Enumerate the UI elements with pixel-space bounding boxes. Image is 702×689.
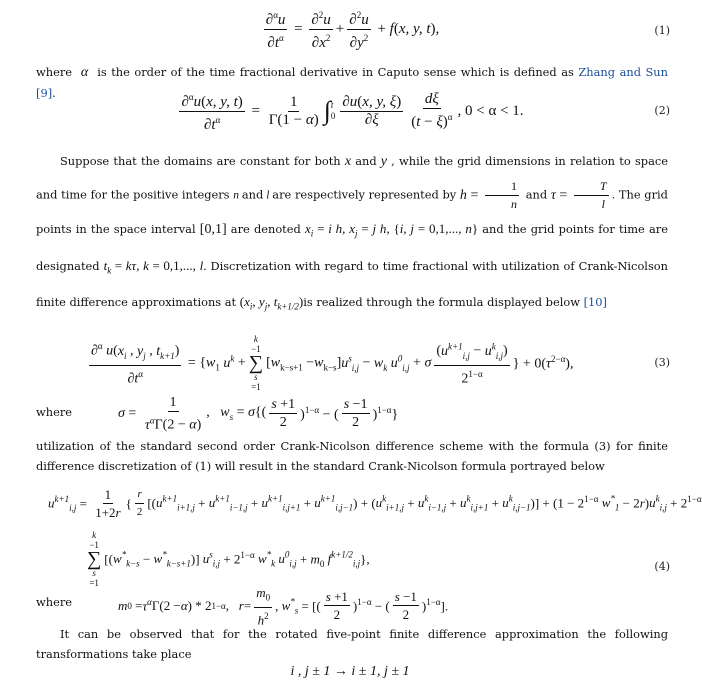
equation-4-line-2: k −1 ∑ s =1 $[(w^*_{k-s} - w^*_{k-s+1})] u^s_{i,j} + 2^{1-\alpha}$ $w^*_k$ $u^0_{i,j} + m_0$ $f^{k+1/2}_{i,j}$}, (87, 530, 370, 588)
equation-2-number: (2) (654, 104, 670, 117)
text-where-sigma-label: where (36, 405, 73, 419)
text-and-3: and (525, 187, 548, 202)
text-grid-dimensions: , while the grid dimensions in relation to space and time for the positive integers (36, 154, 668, 202)
text-domains: Suppose that the domains are constant for both (60, 154, 341, 168)
equation-1: $\frac{\partial^\alpha u}{\partial t^\alpha}$ = $\frac{\partial^2u}{\partial x^2}$ + $\frac{\partial^2u}{\partial y^2}$ + f(x, y, t), (0, 8, 700, 50)
equation-3-number: (3) (654, 356, 670, 369)
equation-transformation: i , j ± 1 → i ± 1, j ± 1 (290, 664, 410, 679)
equation-3: $\frac{\partial^\alpha u(x_i , y_j , t_{k+1})}{\partial t^\alpha}$ = {$w_1$ $u^k$ + k −1 ∑ s =1 $[w_{k-s+1} -w_{k-s}]u^s_{i,j} - w_k$ $u^0_{i,j} + \sigma$ $\frac{(u^{k+1}_{i,j} - u^k_{i,j})}{2^{1-\alpha}}$ } + $0(\tau^{2-\alpha})$, (91, 334, 574, 392)
paragraph-grid: Suppose that the domains are constant for both x and y , while the grid dimensions in relation to space and time for the positive integers n and l are respectively represented by h = $\frac{1}{n}$ and τ = $\frac{T}{l}$ . The grid points in the space interval [0,1] are denoted $x_i = i$ h, $x_j = j$ h, {i, j = 0,1,..., n} and the grid points for time are designated $t_k = k\tau$, k = 0,1,..., l. Discretization with regard to time fractional with utilization of Crank-Nicolson finite difference approximations at ($x_i$, $y_j$, $t_{k+1/2})is$ realized through the formula displayed below [10] (36, 154, 668, 312)
text-caputo-definition: is the order of the time fractional derivative in Caputo sense which is defined as (97, 65, 574, 79)
paragraph-crank-nicolson: utilization of the standard second order Crank-Nicolson difference scheme with the formula (3) for finite difference discretization of (1) will result in the standard Crank-Nicolson formula portrayed below (36, 439, 668, 473)
text-discretization: Discretization with regard to time fractional with utilization of Crank-Nicolson finite difference approximations at (36, 258, 668, 310)
equation-4-number: (4) (654, 560, 670, 573)
citation-link-10[interactable]: [10] (583, 295, 607, 310)
paragraph-caputo: where α is the order of the time fractional derivative in Caputo sense which is defined as Zhang and Sun [9]. (36, 65, 668, 100)
text-represented: are respectively represented by (272, 187, 457, 202)
equation-2-condition: , 0 < α < 1. (457, 102, 524, 119)
text-where: where (36, 65, 73, 79)
equation-4-line-1: $u^{k+1}_{i,j}$ = $\frac{1}{1+2r}$ { $\frac{r}{2}$ $[(u^{k+1}_{i+1,j} + u^{k+1}_{i-1,j} + u^{k+1}_{i,j+1} + u^{k+1}_{i,j-1}) + (u^k_{i+1,j} + u^k_{i-1,j} + u^k_{i,j+1} + u^k_{i,j-1})] + (1 - 2^{1-\alpha}$ $w^*_1 - 2r)u^k_{i,j} + 2^{1-\alpha}$ (48, 487, 702, 520)
text-time-points: and the grid points for time are designated (36, 222, 668, 273)
equation-m0-r-wstar: m 0 = $\tau^\alpha$ Γ(2 − α ) * 2 1−α , r = $\frac{m_0}{h^2}$ , $w^*_s$ = [( $\frac{s +1}{2}$ )$^{1-\alpha}$ − ( $\frac{s -1}{2}$ )$^{1-\alpha}$]. (118, 585, 449, 627)
text-space-interval: . The grid points in the space interval (36, 187, 668, 236)
text-and-2: and (241, 187, 264, 202)
text-and: and (355, 154, 377, 168)
text-denoted: are denoted (230, 222, 301, 236)
text-where-m0-label: where (36, 595, 73, 609)
text-formula-below: is realized through the formula displayed below (303, 295, 580, 310)
equation-2: $\frac{\partial^\alpha u(x, y, t)}{\partial t^\alpha}$ = $\frac{1}{\Gamma(1 - \alpha)}$ ∫ t 0 $\frac{\partial u(x, y, \xi)}{\partial\xi}$ $\frac{d\xi}{(t - \xi)^\alpha}$ , 0 < α < 1. (0, 88, 700, 134)
paragraph-rotated-five-point: It can be observed that for the rotated five-point finite difference approximation the following transformations take place (36, 627, 668, 661)
citation-link-zhang-sun[interactable]: Zhang and Sun [9] (36, 65, 668, 100)
equation-sigma-ws: σ = $\frac{1}{\tau^\alpha\Gamma(2 - \alpha)}$ , $w_s = \sigma${( $\frac{s +1}{2}$ )$^{1-\alpha}$ − ( $\frac{s -1}{2}$ )$^{1-\alpha}$} (118, 395, 399, 433)
equation-1-number: (1) (654, 24, 670, 37)
